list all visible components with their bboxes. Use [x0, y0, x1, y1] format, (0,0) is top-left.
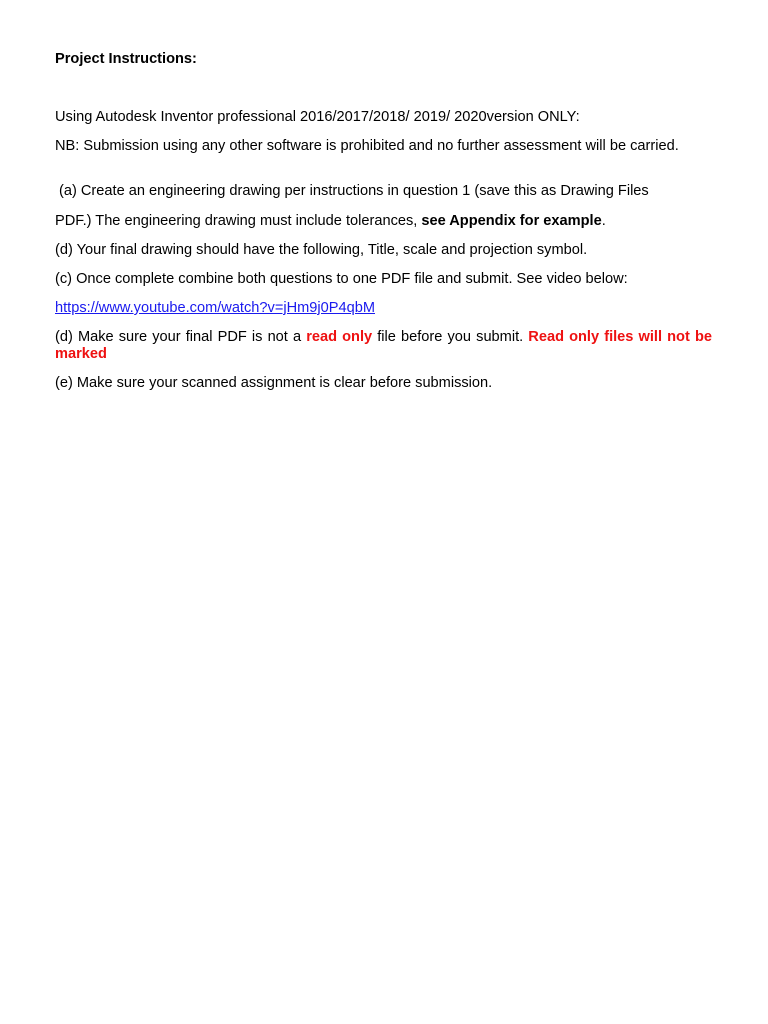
- item-a-text: PDF.) The engineering drawing must include tolerances,: [55, 213, 422, 229]
- item-d-text-middle: file before you submit.: [372, 329, 529, 345]
- video-link[interactable]: https://www.youtube.com/watch?v=jHm9j0P4qbM: [55, 300, 375, 316]
- item-d-drawing-requirements: (d) Your final drawing should have the following, Title, scale and projection symbol.: [55, 242, 588, 258]
- item-a-line1: (a) Create an engineering drawing per instructions in question 1 (save this as Drawing Files: [59, 183, 649, 199]
- appendix-reference: see Appendix for example: [421, 213, 602, 229]
- item-a-period: .: [601, 213, 606, 229]
- item-c-combine: (c) Once complete combine both questions to one PDF file and submit. See video below:: [55, 271, 628, 287]
- item-d-text-start: (d) Make sure your final PDF is not a: [55, 329, 307, 345]
- read-only-not-marked-warning: Read only files will not be marked: [55, 329, 712, 362]
- software-requirement: Using Autodesk Inventor professional 2016/2017/2018/ 2019/ 2020version ONLY:: [55, 109, 580, 125]
- item-d-read-only-warning: [55, 329, 712, 363]
- item-a-line2: [55, 213, 712, 230]
- item-e-scan-clarity: (e) Make sure your scanned assignment is clear before submission.: [55, 375, 493, 391]
- nb-note: NB: Submission using any other software is prohibited and no further assessment will be carried.: [55, 138, 679, 154]
- page-heading: Project Instructions:: [55, 51, 197, 67]
- video-link-line: [55, 300, 712, 317]
- read-only-highlight: read only: [306, 329, 373, 345]
